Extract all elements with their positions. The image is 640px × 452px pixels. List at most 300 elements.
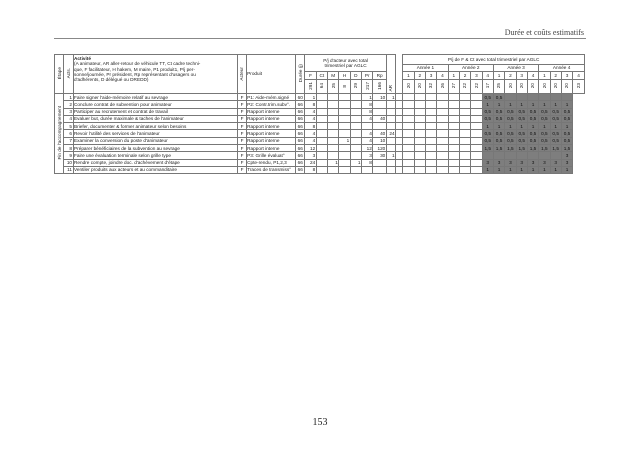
quarter-pj-cell <box>437 94 448 101</box>
quarter-pj-cell: 0,5 <box>527 108 538 115</box>
quarter-pj-cell <box>459 115 470 122</box>
quarter-pj-cell: 1 <box>527 166 538 173</box>
quarter-pj-cell: 0,5 <box>539 115 550 122</box>
quarter-header: 2 <box>550 72 561 80</box>
actor-pj-cell: 40 <box>373 115 386 122</box>
quarter-pj-cell <box>425 145 436 152</box>
actor-total: 25 <box>330 83 336 89</box>
actor-pj-cell: 1 <box>350 159 361 166</box>
actor-cell: F <box>238 130 246 137</box>
quarter-header: 3 <box>425 72 436 80</box>
actor-pj-cell <box>328 166 339 173</box>
quarter-pj-cell <box>459 101 470 108</box>
quarter-pj-cell: 3 <box>561 152 572 159</box>
quarter-pj-cell: 1 <box>493 101 504 108</box>
quarter-pj-cell <box>550 94 561 101</box>
quarter-pj-cell <box>403 137 414 144</box>
quarter-pj-cell: 0,5 <box>493 108 504 115</box>
quarter-pj-cell <box>550 152 561 159</box>
header-rule <box>54 38 586 39</box>
quarter-pj-cell: 3 <box>561 159 572 166</box>
product-cell: P1: Aide-mém.signé <box>246 94 295 101</box>
quarter-pj-cell <box>403 145 414 152</box>
quarter-pj-cell <box>414 108 425 115</box>
quarter-pj-cell <box>527 152 538 159</box>
quarter-pj-cell <box>459 152 470 159</box>
quarter-pj-cell: 0,5 <box>493 137 504 144</box>
actor-total: 166 <box>376 81 382 90</box>
quarter-pj-cell <box>403 166 414 173</box>
quarter-pj-cell <box>414 94 425 101</box>
duration-cell: 66 <box>296 115 305 122</box>
quarter-pj-cell: 0,5 <box>550 115 561 122</box>
quarter-pj-cell: 1 <box>527 123 538 130</box>
table-row <box>55 123 585 130</box>
ar-cell <box>386 145 395 152</box>
quarter-pj-cell <box>414 130 425 137</box>
duration-cell: 66 <box>296 159 305 166</box>
quarter-pj-cell <box>437 137 448 144</box>
actor-pj-cell: 8 <box>362 159 373 166</box>
quarter-pj-cell: 0,5 <box>561 108 572 115</box>
quarter-pj-cell: 0,5 <box>482 137 493 144</box>
table-row <box>55 166 585 173</box>
actor-col-header: Pr <box>362 72 373 80</box>
ar-cell <box>386 101 395 108</box>
quarter-pj-cell: 0,5 <box>482 115 493 122</box>
quarter-header: 4 <box>573 72 585 80</box>
quarter-pj-cell <box>471 137 482 144</box>
actor-pj-cell: 8 <box>362 108 373 115</box>
quarter-pj-cell <box>437 115 448 122</box>
quarter-pj-cell: 0,5 <box>493 130 504 137</box>
quarter-total: 20 <box>519 83 525 89</box>
duration-cell: 66 <box>296 145 305 152</box>
quarter-pj-cell: 1 <box>505 101 516 108</box>
product-cell: P3: Grille évaluat° <box>246 152 295 159</box>
actor-cell: F <box>238 159 246 166</box>
quarter-pj-cell <box>493 152 504 159</box>
quarter-pj-cell <box>471 94 482 101</box>
table-row <box>55 94 585 101</box>
quarter-pj-cell: 1,5 <box>527 145 538 152</box>
actor-pj-cell <box>339 145 350 152</box>
duration-cell: 66 <box>296 130 305 137</box>
quarter-total: 27 <box>451 83 457 89</box>
quarter-pj-cell <box>471 159 482 166</box>
quarter-pj-cell: 1 <box>516 101 527 108</box>
actor-pj-cell <box>316 159 327 166</box>
quarter-pj-cell <box>403 108 414 115</box>
quarter-pj-cell: 3 <box>493 159 504 166</box>
quarter-pj-cell: 1 <box>539 166 550 173</box>
duration-cell: 66 <box>296 123 305 130</box>
quarter-total: 20 <box>564 83 570 89</box>
quarter-pj-cell <box>425 130 436 137</box>
quarter-pj-cell: 3 <box>516 159 527 166</box>
actor-pj-cell <box>350 130 361 137</box>
actor-pj-cell <box>328 94 339 101</box>
ar-cell <box>386 159 395 166</box>
quarter-pj-cell <box>403 94 414 101</box>
quarter-header: 1 <box>403 72 414 80</box>
quarter-header: 3 <box>471 72 482 80</box>
quarter-pj-cell: 1 <box>516 166 527 173</box>
actor-pj-cell <box>316 152 327 159</box>
actor-pj-cell <box>316 145 327 152</box>
quarter-pj-cell <box>516 152 527 159</box>
actor-pj-cell <box>316 101 327 108</box>
quarter-pj-cell <box>459 94 470 101</box>
quarter-pj-cell <box>414 159 425 166</box>
actor-pj-cell: 1 <box>362 94 373 101</box>
quarter-pj-cell <box>448 123 459 130</box>
duration-cost-table <box>54 54 585 174</box>
actor-pj-cell: 4 <box>362 130 373 137</box>
actor-pj-cell <box>328 152 339 159</box>
quarter-pj-cell: 0,5 <box>539 137 550 144</box>
act-number: 7 <box>64 137 73 144</box>
quarter-pj-cell <box>414 152 425 159</box>
product-cell: Rapport interne <box>246 130 295 137</box>
actor-pj-cell: 40 <box>373 130 386 137</box>
quarter-pj-cell: 1,5 <box>516 145 527 152</box>
quarter-total: 20 <box>553 83 559 89</box>
actor-pj-cell: 4 <box>362 115 373 122</box>
quarter-header: 4 <box>437 72 448 80</box>
quarter-pj-cell <box>459 137 470 144</box>
quarter-pj-cell <box>471 115 482 122</box>
actor-pj-cell: 10 <box>373 137 386 144</box>
page-number: 153 <box>312 417 328 428</box>
actor-pj-cell <box>316 130 327 137</box>
quarter-pj-cell: 1,5 <box>482 145 493 152</box>
act-number: 4 <box>64 115 73 122</box>
quarter-pj-cell: 1 <box>516 123 527 130</box>
activite-title: Activité <box>74 56 91 61</box>
actor-total: 29 <box>353 83 359 89</box>
quarter-pj-cell: 0,5 <box>550 130 561 137</box>
actor-pj-cell: 30 <box>373 152 386 159</box>
activity-cell: Participer au recrutement et contrat de travail <box>73 108 238 115</box>
actor-cell: F <box>238 123 246 130</box>
actor-pj-cell <box>328 145 339 152</box>
etape-label: Fin de l'accompagnement <box>56 106 62 160</box>
quarter-pj-cell <box>437 145 448 152</box>
quarter-header: 3 <box>561 72 572 80</box>
quarter-pj-cell: 0,5 <box>505 137 516 144</box>
quarter-pj-cell <box>459 159 470 166</box>
table-row <box>55 115 585 122</box>
actor-pj-cell <box>339 101 350 108</box>
actor-pj-cell: 4 <box>305 130 316 137</box>
actor-total: 291 <box>307 81 313 90</box>
duration-cell: 60 <box>296 94 305 101</box>
activity-cell: Revoir l'utilité des services de l'animateur <box>73 130 238 137</box>
quarter-pj-cell <box>403 130 414 137</box>
quarter-pj-cell <box>396 101 403 108</box>
quarter-pj-cell <box>425 94 436 101</box>
ar-cell: 1 <box>386 94 395 101</box>
actor-pj-cell <box>328 101 339 108</box>
quarter-pj-cell <box>425 123 436 130</box>
quarter-pj-cell <box>505 152 516 159</box>
actor-total: 8 <box>341 85 347 88</box>
quarter-pj-cell <box>437 166 448 173</box>
act-number: 9 <box>64 152 73 159</box>
quarter-pj-cell <box>403 101 414 108</box>
quarter-pj-cell <box>471 166 482 173</box>
product-cell: Cpte-rendu, P1,2,3 <box>246 159 295 166</box>
quarterly-pj-group-header: P/j de F & Ct avec total trimestriel par AGLC <box>403 55 585 65</box>
quarter-pj-cell: 1 <box>561 101 572 108</box>
produit-header: Produit <box>246 55 295 94</box>
actor-pj-cell <box>339 130 350 137</box>
actor-pj-cell <box>316 166 327 173</box>
quarter-pj-cell <box>396 152 403 159</box>
actor-pj-cell <box>339 108 350 115</box>
quarter-pj-cell <box>448 108 459 115</box>
quarter-total: 22 <box>462 83 468 89</box>
quarter-pj-cell <box>539 152 550 159</box>
quarter-pj-cell <box>396 115 403 122</box>
actor-cell: F <box>238 137 246 144</box>
quarter-pj-cell: 0,5 <box>482 130 493 137</box>
actor-col-header: M <box>328 72 339 80</box>
actor-cell: F <box>238 152 246 159</box>
quarter-pj-cell: 0,5 <box>516 115 527 122</box>
duration-cell: 66 <box>296 108 305 115</box>
activity-cell: Rendre compte, joindre doc. d'achèvement d'étape <box>73 159 238 166</box>
quarter-pj-cell <box>414 101 425 108</box>
quarter-pj-cell <box>425 137 436 144</box>
actor-cell: F <box>238 101 246 108</box>
quarter-pj-cell <box>437 130 448 137</box>
activity-cell: Faire une évaluation terminale selon grille type <box>73 152 238 159</box>
actor-pj-cell <box>339 123 350 130</box>
quarter-total: 26 <box>439 83 445 89</box>
table-row <box>55 108 585 115</box>
quarter-pj-cell: 0,5 <box>516 137 527 144</box>
quarter-pj-cell: 0,5 <box>539 108 550 115</box>
quarter-pj-cell <box>425 115 436 122</box>
actor-pj-cell <box>316 137 327 144</box>
duration-cell: 66 <box>296 152 305 159</box>
quarter-pj-cell <box>448 137 459 144</box>
activity-cell: Préparer bénéficiaires de la subvention au sevrage <box>73 145 238 152</box>
actor-pj-cell <box>328 115 339 122</box>
year-header: Année 1 <box>403 65 448 72</box>
quarter-pj-cell: 0,5 <box>550 108 561 115</box>
quarter-pj-cell: 1,5 <box>505 145 516 152</box>
act-number: 5 <box>64 123 73 130</box>
activity-cell: Examiner la conversion du poste d'animateur <box>73 137 238 144</box>
acteur-header: Acteur <box>239 66 245 81</box>
actor-pj-cell <box>339 94 350 101</box>
ar-cell: 1 <box>386 152 395 159</box>
quarter-total: 20 <box>507 83 513 89</box>
table-row <box>55 152 585 159</box>
table-row <box>55 130 585 137</box>
quarter-pj-cell: 0,5 <box>561 115 572 122</box>
quarter-pj-cell: 1 <box>505 166 516 173</box>
quarter-pj-cell: 3 <box>505 159 516 166</box>
quarter-pj-cell <box>396 166 403 173</box>
actor-pj-cell: 8 <box>305 101 316 108</box>
quarter-pj-cell: 1 <box>493 123 504 130</box>
quarter-pj-cell: 0,5 <box>527 137 538 144</box>
year-header: Année 2 <box>448 65 493 72</box>
actor-pj-cell <box>328 108 339 115</box>
quarter-pj-cell: 1 <box>539 101 550 108</box>
quarter-pj-cell <box>403 123 414 130</box>
actor-pj-cell: 3 <box>362 152 373 159</box>
ar-cell <box>386 115 395 122</box>
quarter-pj-cell <box>437 123 448 130</box>
quarter-header: 4 <box>527 72 538 80</box>
actor-cell: F <box>238 115 246 122</box>
duree-header: Durée (j) <box>297 64 303 83</box>
actor-pj-cell <box>328 137 339 144</box>
quarter-pj-cell <box>396 108 403 115</box>
actor-pj-cell: 4 <box>305 137 316 144</box>
actor-total: 217 <box>364 81 370 90</box>
actor-cell: F <box>238 145 246 152</box>
quarter-header: 3 <box>516 72 527 80</box>
quarter-total: 17 <box>485 83 491 89</box>
quarter-pj-cell <box>425 152 436 159</box>
quarter-pj-cell <box>437 108 448 115</box>
actor-pj-cell: 24 <box>305 159 316 166</box>
activity-cell: Evaluer but, durée maximale & taches de l'animateur <box>73 115 238 122</box>
activity-cell: Faire signer l'aide-mémoire relatif au sevrage <box>73 94 238 101</box>
duration-cell: 66 <box>296 137 305 144</box>
actor-pj-cell: 4 <box>362 137 373 144</box>
quarter-pj-cell: 3 <box>482 159 493 166</box>
quarter-pj-cell: 1 <box>493 166 504 173</box>
quarter-pj-cell <box>414 115 425 122</box>
quarter-pj-cell <box>471 108 482 115</box>
act-number: 6 <box>64 130 73 137</box>
quarter-pj-cell <box>516 94 527 101</box>
quarter-total: 32 <box>428 83 434 89</box>
quarter-pj-cell <box>396 145 403 152</box>
quarter-pj-cell <box>561 94 572 101</box>
actor-pj-cell <box>350 152 361 159</box>
quarter-pj-cell: 0,5 <box>505 130 516 137</box>
quarter-pj-cell <box>471 130 482 137</box>
quarter-pj-cell <box>459 145 470 152</box>
quarter-pj-cell: 0,5 <box>539 130 550 137</box>
quarter-pj-cell: 1,5 <box>550 145 561 152</box>
quarter-pj-cell: 0,5 <box>482 108 493 115</box>
quarter-pj-cell <box>403 115 414 122</box>
actor-col-header: D <box>350 72 361 80</box>
actor-pj-cell: 4 <box>305 108 316 115</box>
activity-cell: Briefer, documenter & former animateur selon besoins <box>73 123 238 130</box>
actor-pj-cell: 1 <box>305 94 316 101</box>
quarter-pj-cell <box>448 130 459 137</box>
quarter-pj-cell: 1 <box>561 123 572 130</box>
actor-col-header: Rp <box>373 72 386 80</box>
quarter-pj-cell <box>505 94 516 101</box>
ar-cell: 24 <box>386 130 395 137</box>
quarter-pj-cell <box>437 101 448 108</box>
product-cell: Rapport interne <box>246 137 295 144</box>
actor-pj-cell <box>339 115 350 122</box>
quarter-pj-cell: 0,5 <box>505 108 516 115</box>
quarter-pj-cell <box>396 159 403 166</box>
actor-pj-cell <box>362 123 373 130</box>
quarter-header: 1 <box>493 72 504 80</box>
quarter-header: 2 <box>505 72 516 80</box>
quarter-pj-cell: 0,5 <box>561 137 572 144</box>
actor-pj-cell <box>350 166 361 173</box>
quarter-header: 2 <box>414 72 425 80</box>
quarter-pj-cell: 3 <box>539 159 550 166</box>
activite-legend-3: sonne/journée, Pr président, Rp représentant d'usagers ou <box>74 71 196 77</box>
actor-pj-cell <box>350 137 361 144</box>
actor-pj-cell <box>362 166 373 173</box>
product-cell: Rapport interne <box>246 108 295 115</box>
actor-col-header: Ct <box>316 72 327 80</box>
etape-header: Étape <box>56 67 62 80</box>
ar-cell <box>386 108 395 115</box>
quarter-pj-cell <box>414 137 425 144</box>
actor-pj-cell: 1 <box>339 137 350 144</box>
quarter-pj-cell: 0,5 <box>550 137 561 144</box>
actor-pj-cell <box>350 123 361 130</box>
actor-cell: F <box>238 108 246 115</box>
quarter-header: 1 <box>448 72 459 80</box>
quarter-pj-cell <box>482 152 493 159</box>
ar-cell <box>386 137 395 144</box>
actor-pj-cell: 8 <box>362 101 373 108</box>
actor-pj-cell <box>373 166 386 173</box>
actor-pj-cell: 4 <box>305 115 316 122</box>
quarter-pj-cell: 1 <box>482 123 493 130</box>
actor-cell: F <box>238 94 246 101</box>
quarter-pj-cell <box>437 152 448 159</box>
quarter-pj-cell <box>414 123 425 130</box>
quarter-pj-cell <box>471 145 482 152</box>
ar-cell <box>386 123 395 130</box>
quarter-pj-cell <box>448 101 459 108</box>
quarter-pj-cell: 0,5 <box>516 108 527 115</box>
quarter-pj-cell: 1,5 <box>561 145 572 152</box>
quarter-pj-cell: 1 <box>482 166 493 173</box>
quarter-pj-cell <box>396 94 403 101</box>
quarter-pj-cell <box>425 101 436 108</box>
quarter-pj-cell <box>425 108 436 115</box>
quarter-pj-cell: 0,5 <box>516 130 527 137</box>
actor-pj-cell <box>350 145 361 152</box>
duration-cell: 66 <box>296 166 305 173</box>
actor-pj-cell <box>328 130 339 137</box>
quarter-pj-cell: 3 <box>527 159 538 166</box>
quarter-pj-cell <box>448 159 459 166</box>
actor-pj-cell: 12 <box>362 145 373 152</box>
quarter-pj-cell <box>425 166 436 173</box>
actor-pj-cell: 10 <box>373 94 386 101</box>
quarter-pj-cell: 1 <box>539 123 550 130</box>
quarter-pj-cell: 1,5 <box>493 145 504 152</box>
actor-pj-group-header: P/j d'acteur avec total trimestriel par AGLC <box>305 55 386 72</box>
quarter-pj-cell <box>414 145 425 152</box>
quarter-pj-cell: 1 <box>550 101 561 108</box>
actor-pj-cell <box>328 123 339 130</box>
actor-pj-cell <box>350 115 361 122</box>
